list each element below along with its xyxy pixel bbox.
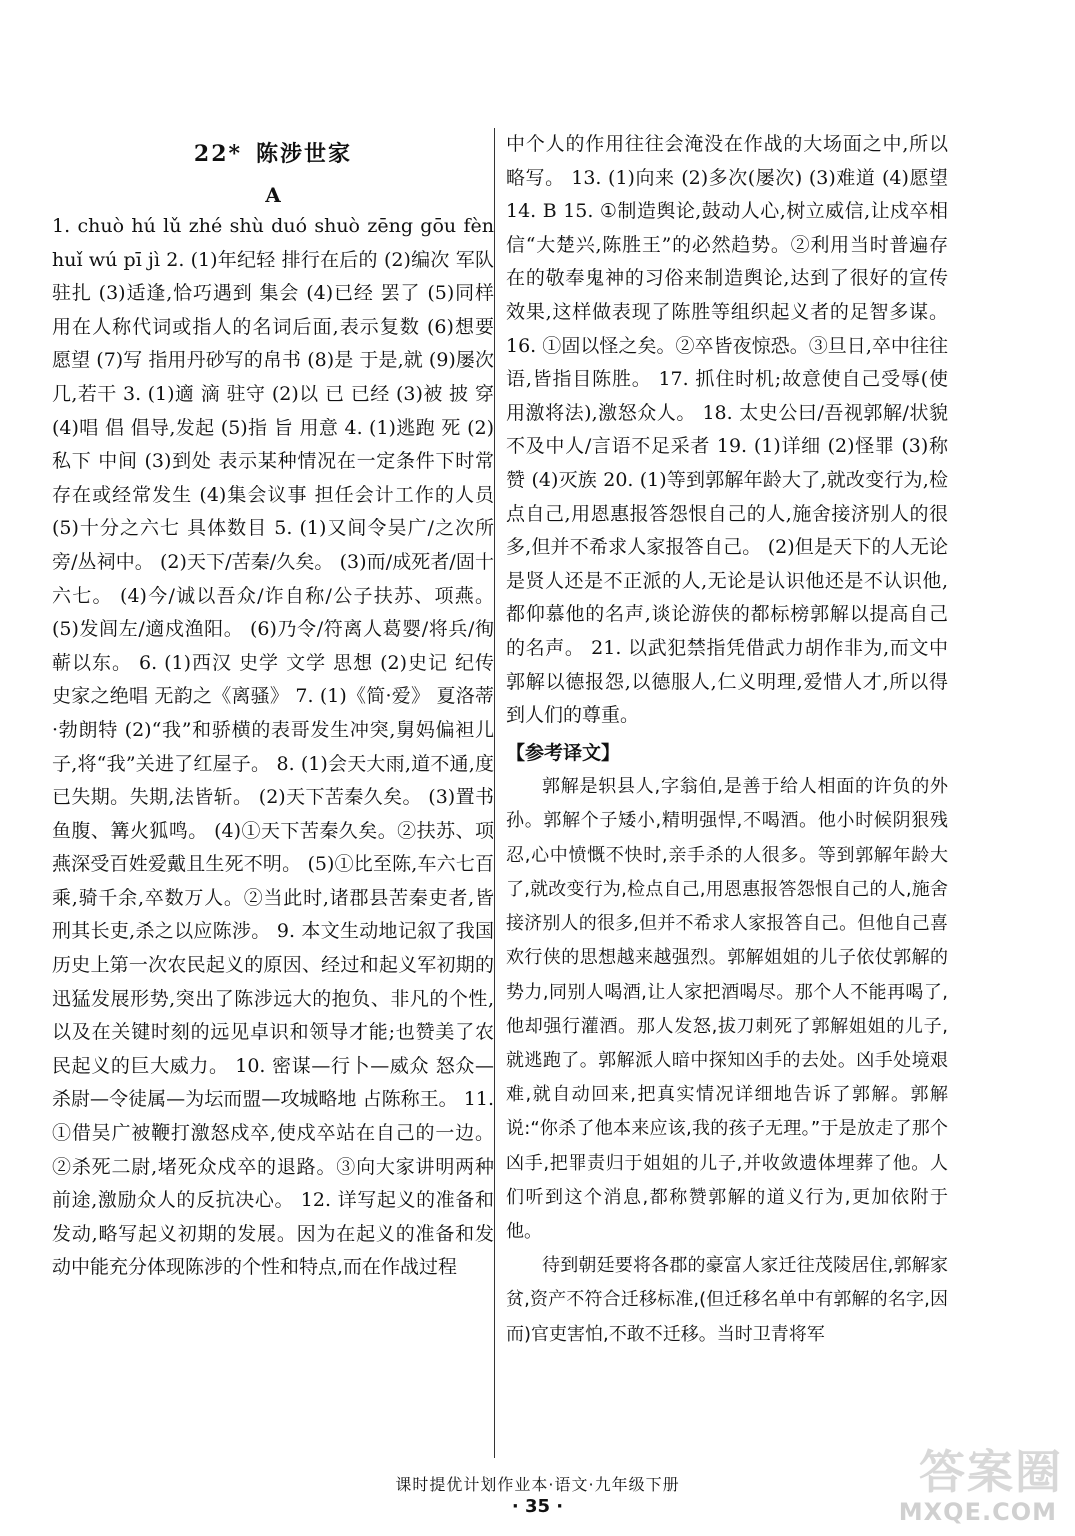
page-number: · 35 · — [511, 1496, 564, 1517]
answers-text-left: 1. chuò hú lǔ zhé shù duó shuò zēng gōu fèn huǐ wú pī jì 2. (1)年纪轻 排行在后的 (2)编次 军队驻扎 (3)适逢,恰巧遇到 集会 (4)已经 罢了 (5)同样 用在人称代词或指人的名词后面,表示复数 (6)想要 愿望 (7)写 指用丹砂写的帛书 (8)是 于是,就 (9)屡次 几,若干 3. (1)適 滴 驻守 (2)以 已 已经 (3)被 披 穿 (4)唱 倡 倡导,发起 (5)指 旨 用意 4. (1)逃跑 死 (2)私下 中间 (3)到处 表示某种情况在一定条件下时常存在或经常发生 (4)集会议事 担任会计工作的人员 (5)十分之六七 具体数目 5. (1)又间令吴广/之次所旁/丛祠中。 (2)天下/苦秦/久矣。 (3)而/成死者/固十六七。 (4)今/诚以吾众/诈自称/公子扶苏、项燕。 (5)发闾左/適戍渔阳。 (6)乃令/符离人葛婴/将兵/徇蕲以东。 6. (1)西汉 史学 文学 思想 (2)史记 纪传 史家之绝唱 无韵之《离骚》 7. (1)《简·爱》 夏洛蒂·勃朗特 (2)“我”和骄横的表哥发生冲突,舅妈偏袒儿子,将“我”关进了红屋子。 8. (1)会天大雨,道不通,度已失期。失期,法皆斩。 (2)天下苦秦久矣。 (3)置书鱼腹、篝火狐鸣。 (4)①天下苦秦久矣。②扶苏、项燕深受百姓爱戴且生死不明。 (5)①比至陈,车六七百乘,骑千余,卒数万人。②当此时,诸郡县苦秦吏者,皆刑其长吏,杀之以应陈涉。 9. 本文生动地记叙了我国历史上第一次农民起义的原因、经过和起义军初期的迅猛发展形势,突出了陈涉远大的抱负、非凡的个性,以及在关键时刻的远见卓识和领导才能;也赞美了农民起义的巨大威力。 10. 密谋—行卜—威众 怒众—杀尉—令徒属—为坛而盟—攻城略地 占陈称王。 11. ①借吴广被鞭打激怒戍卒,使戍卒站在自己的一边。②杀死二尉,堵死众戍卒的退路。③向大家讲明两种前途,激励众人的反抗决心。 12. 详写起义的准备和发动,略写起义初期的发展。因为在起义的准备和发动中能充分体现陈涉的个性和特点,而在作战过程 — [52, 215, 494, 1279]
translation-paragraph-2: 待到朝廷要将各郡的豪富人家迁往茂陵居住,郭解家贫,资产不符合迁移标准,(但迁移名单中有郭解的名字,因而)官吏害怕,不敢不迁移。当时卫青将军 — [506, 1255, 948, 1345]
right-column — [506, 128, 948, 1352]
section-label: A — [265, 183, 281, 207]
watermark-url: MXQE.COM — [898, 1498, 1057, 1526]
reference-heading: 【参考译文】 — [506, 741, 621, 764]
lesson-name: 陈涉世家 — [256, 141, 353, 167]
footer-book-title: 课时提优计划作业本·语文·九年级下册 — [395, 1475, 680, 1494]
lesson-number: 22* — [193, 141, 243, 167]
translation-paragraph-1: 郭解是轵县人,字翁伯,是善于给人相面的许负的外孙。郭解个子矮小,精明强悍,不喝酒。他小时候阴狠残忍,心中愤慨不快时,亲手杀的人很多。等到郭解年龄大了,就改变行为,检点自己,用恩惠报答怨恨自己的人,施舍接济别人的很多,但并不希求人家报答自己。但他自己喜欢行侠的思想越来越强烈。郭解姐姐的儿子依仗郭解的势力,同别人喝酒,让人家把酒喝尽。那个人不能再喝了,他却强行灌酒。那人发怒,拔刀刺死了郭解姐姐的儿子,就逃跑了。郭解派人暗中探知凶手的去处。凶手处境艰难,就自动回来,把真实情况详细地告诉了郭解。郭解说:“你杀了他本来应该,我的孩子无理。”于是放走了那个凶手,把罪责归于姐姐的儿子,并收敛遗体埋葬了他。人们听到这个消息,都称赞郭解的道义行为,更加依附于他。 — [506, 776, 948, 1242]
lesson-title — [52, 128, 494, 180]
answers-text-right: 中个人的作用往往会淹没在作战的大场面之中,所以略写。 13. (1)向来 (2)多次(屡次) (3)难道 (4)愿望 14. B 15. ①制造舆论,鼓动人心,树立威信,让戍卒相信“大楚兴,陈胜王”的必然趋势。②利用当时普遍存在的敬奉鬼神的习俗来制造舆论,达到了很好的宣传效果,这样做表现了陈胜等组织起义者的足智多谋。 16. ①固以怪之矣。②卒皆夜惊恐。③旦日,卒中往往语,皆指目陈胜。 17. 抓住时机;故意使自己受辱(使用激将法),激怒众人。 18. 太史公曰/吾视郭解/状貌不及中人/言语不足采者 19. (1)详细 (2)怪罪 (3)称赞 (4)灭族 20. (1)等到郭解年龄大了,就改变行为,检点自己,用恩惠报答怨恨自己的人,施舍接济别人的很多,但并不希求人家报答自己。 (2)但是天下的人无论是贤人还是不正派的人,无论是认识他还是不认识他,都仰慕他的名声,谈论游侠的都标榜郭解以提高自己的名声。 21. 以武犯禁指凭借武力胡作非为,而文中郭解以德报怨,以德服人,仁义明理,爱惜人才,所以得到人们的尊重。 — [506, 133, 948, 727]
watermark-logo: 答案圈 — [919, 1445, 1063, 1499]
left-column — [52, 128, 494, 1285]
site-watermark — [893, 1436, 1063, 1526]
column-divider — [494, 128, 495, 1458]
